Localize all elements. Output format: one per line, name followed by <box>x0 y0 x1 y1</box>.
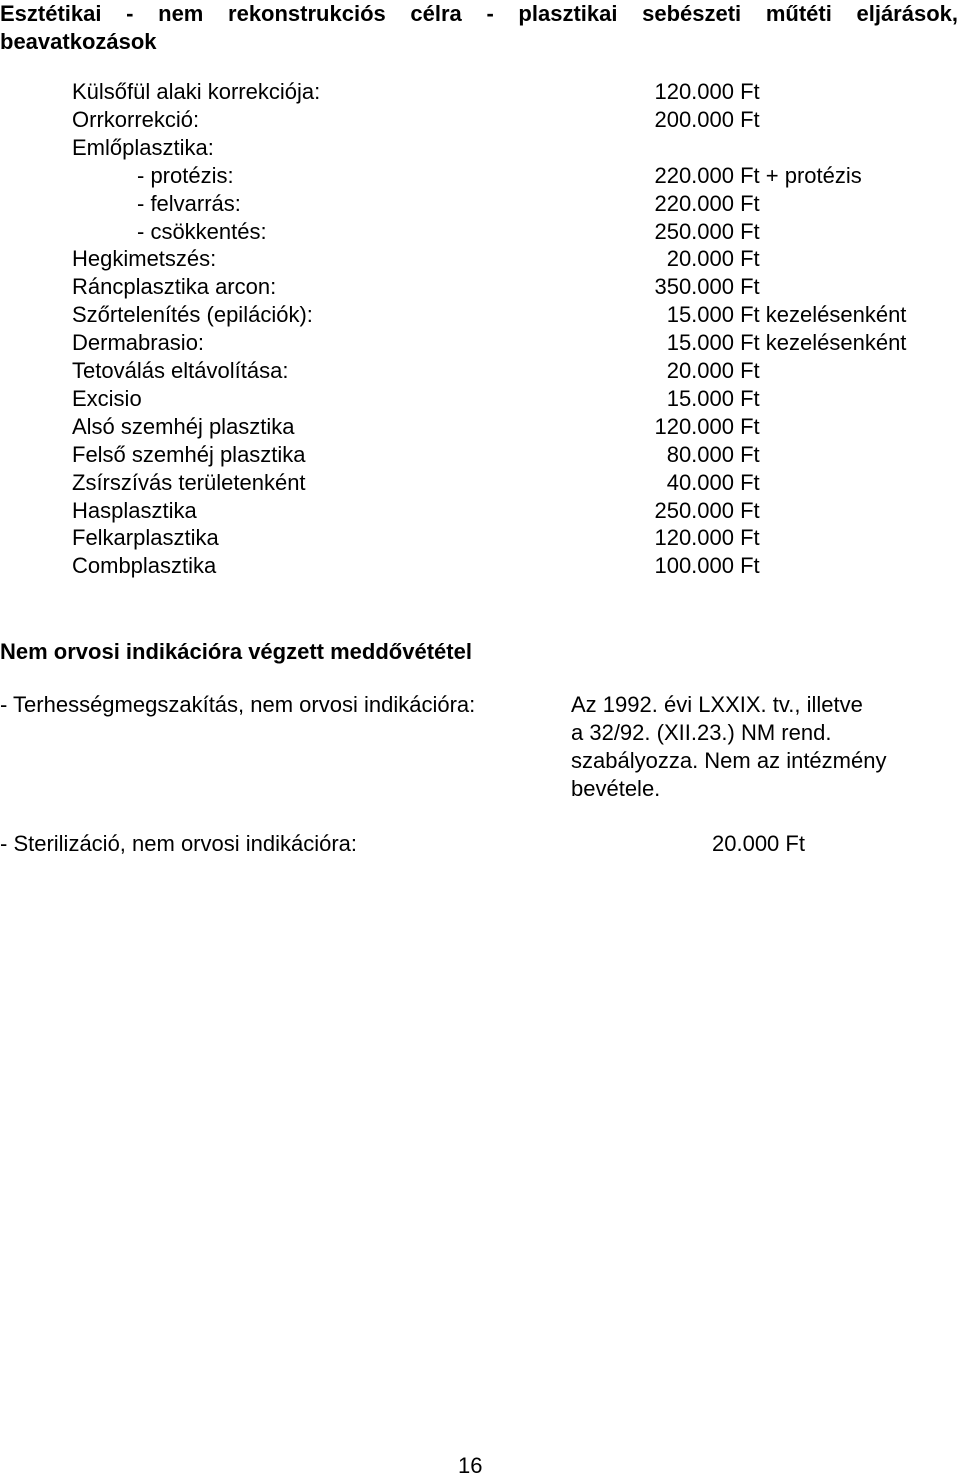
price-row <box>0 106 960 134</box>
price-row-label: Hegkimetszés: <box>72 246 217 272</box>
price-row-amount: 20.000 <box>666 358 734 383</box>
sterilization-value: 20.000 Ft <box>712 831 805 856</box>
price-row <box>0 162 960 190</box>
price-row-label: Tetoválás eltávolítása: <box>72 358 289 383</box>
price-row-label: Combplasztika <box>72 553 217 579</box>
price-row-amount: 15.000 <box>666 330 734 356</box>
price-row-unit: Ft kezelésenként <box>734 302 907 328</box>
section-heading-line2: beavatkozások <box>0 29 157 54</box>
price-row-unit: Ft <box>734 385 760 411</box>
price-row <box>0 497 960 525</box>
price-row-unit: Ft <box>734 190 760 216</box>
abortion-label: - Terhességmegszakítás, nem orvosi indikációra: <box>0 692 476 717</box>
price-row <box>0 469 960 497</box>
price-row-unit: Ft <box>734 469 760 495</box>
price-row-amount: 80.000 <box>666 441 734 467</box>
price-row <box>0 301 960 329</box>
price-row-amount: 100.000 <box>654 553 734 579</box>
price-row-label: Emlőplasztika: <box>72 134 214 160</box>
price-row-unit: Ft <box>734 525 760 551</box>
price-row-unit: Ft <box>734 106 760 132</box>
section-heading-line1: Esztétikai - nem rekonstrukciós célra - plasztikai sebészeti műtéti eljárások, <box>0 1 958 26</box>
section-heading <box>0 0 958 56</box>
price-row-amount: 40.000 <box>666 469 734 495</box>
price-row-amount: 350.000 <box>654 274 734 300</box>
price-row <box>0 524 960 552</box>
price-row <box>0 357 960 385</box>
price-row <box>0 78 960 106</box>
price-row-label: Felső szemhéj plasztika <box>72 441 306 467</box>
price-row <box>0 245 960 273</box>
price-row-amount: 15.000 <box>666 302 734 328</box>
price-row-label: Excisio <box>72 385 142 411</box>
price-row-unit: Ft <box>734 79 760 104</box>
price-row-label: Szőrtelenítés (epilációk): <box>72 302 313 328</box>
price-row-unit: Ft <box>734 274 760 300</box>
abortion-value <box>571 691 941 803</box>
abortion-value-line: Az 1992. évi LXXIX. tv., illetve <box>571 692 863 717</box>
price-row <box>0 190 960 218</box>
price-row-label: Ráncplasztika arcon: <box>72 274 277 300</box>
price-row-unit: Ft <box>734 218 760 244</box>
price-row-label: - protézis: <box>137 162 234 188</box>
price-row-amount: 220.000 <box>654 190 734 216</box>
price-row-label: Külsőfül alaki korrekciója: <box>72 79 321 104</box>
abortion-value-line: a 32/92. (XII.23.) NM rend. <box>571 720 832 745</box>
price-row-unit: Ft <box>734 441 760 467</box>
price-row-unit: Ft <box>734 497 760 523</box>
sterilization-label: - Sterilizáció, nem orvosi indikációra: <box>0 831 358 856</box>
price-row-label: Orrkorrekció: <box>72 106 200 132</box>
price-row-label: Felkarplasztika <box>72 525 219 551</box>
price-row-amount: 250.000 <box>654 497 734 523</box>
price-row <box>0 441 960 469</box>
price-row-amount: 120.000 <box>654 413 734 439</box>
price-row-amount: 200.000 <box>654 106 734 132</box>
price-row-unit: Ft + protézis <box>734 162 862 188</box>
price-row-unit: Ft <box>734 246 760 272</box>
price-row-amount: 120.000 <box>654 79 734 104</box>
price-row-unit: Ft <box>734 553 760 579</box>
price-row-unit: Ft kezelésenként <box>734 330 907 356</box>
abortion-value-line: bevétele. <box>571 776 661 801</box>
price-row-amount: 20.000 <box>666 246 734 272</box>
price-row <box>0 273 960 301</box>
page-number: 16 <box>458 1453 483 1478</box>
price-row-label: - felvarrás: <box>137 190 241 216</box>
abortion-value-line: szabályozza. Nem az intézmény <box>571 748 887 773</box>
section2-title: Nem orvosi indikációra végzett meddővététel <box>0 639 472 664</box>
price-row-label: Dermabrasio: <box>72 330 205 356</box>
price-row-unit: Ft <box>734 413 760 439</box>
price-row-amount: 120.000 <box>654 525 734 551</box>
price-row-amount: 15.000 <box>666 385 734 411</box>
price-row <box>0 413 960 441</box>
price-row-label: Alsó szemhéj plasztika <box>72 413 295 439</box>
price-row <box>0 329 960 357</box>
price-row-label: Hasplasztika <box>72 497 197 523</box>
price-row-label: - csökkentés: <box>137 218 267 244</box>
price-row-unit: Ft <box>734 358 760 383</box>
price-row <box>0 134 960 162</box>
price-row-label: Zsírszívás területenként <box>72 469 306 495</box>
price-row-amount: 220.000 <box>654 162 734 188</box>
price-row <box>0 218 960 246</box>
price-row <box>0 385 960 413</box>
price-row-amount: 250.000 <box>654 218 734 244</box>
price-row <box>0 552 960 580</box>
